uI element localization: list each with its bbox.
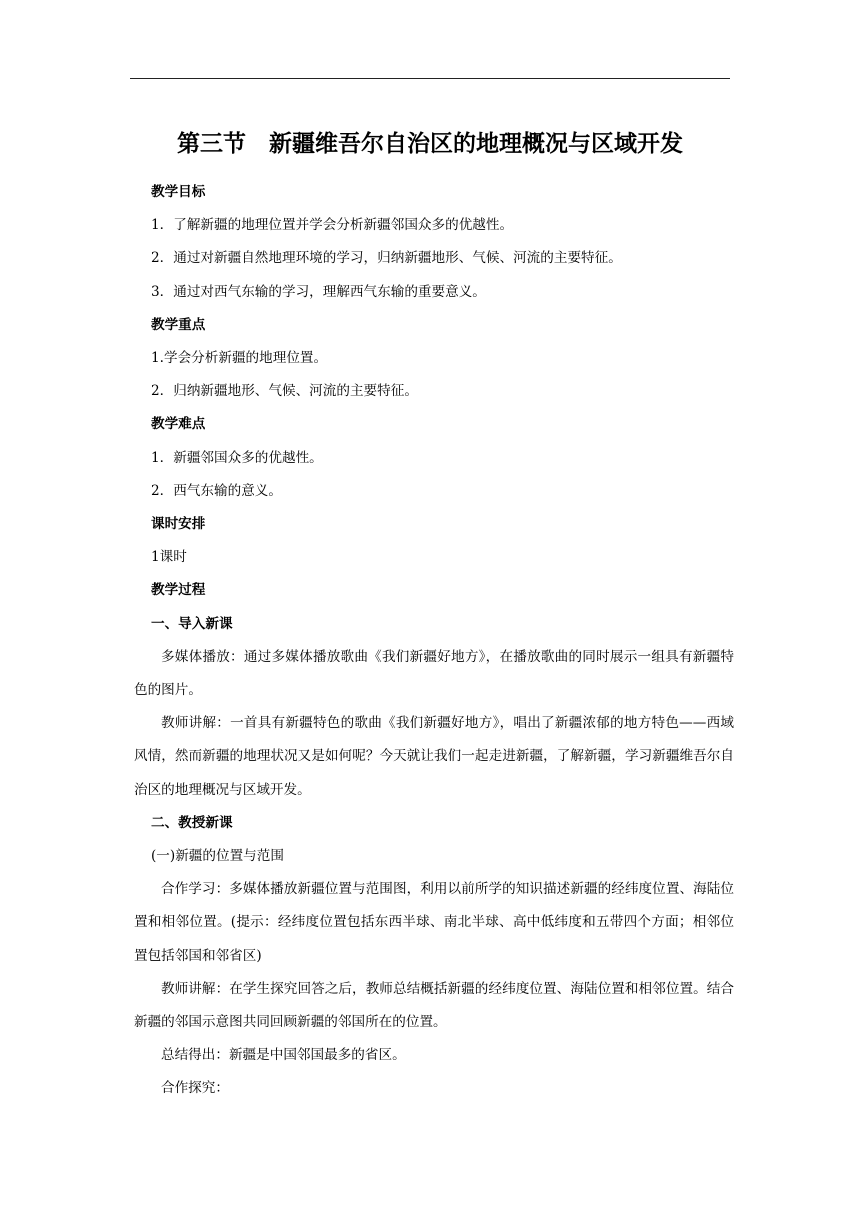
- key-point-item-1: 1.学会分析新疆的地理位置。: [151, 350, 328, 367]
- goals-heading: 教学目标: [151, 184, 206, 200]
- page-title: 第三节 新疆维吾尔自治区的地理概况与区域开发: [177, 131, 683, 157]
- key-points-heading: 教学重点: [151, 316, 206, 333]
- goal-item-3: 3．通过对西气东输的学习，理解西气东输的重要意义。: [151, 283, 486, 300]
- subsection-heading: (一)新疆的位置与范围: [151, 848, 284, 865]
- goal-item-2: 2．通过对新疆自然地理环境的学习，归纳新疆地形、气候、河流的主要特征。: [151, 250, 622, 267]
- section2-paragraph-3: 总结得出：新疆是中国邻国最多的省区。: [161, 1047, 406, 1064]
- section1-heading: 一、导入新课: [151, 615, 233, 632]
- section1-paragraph-1: 多媒体播放：通过多媒体播放歌曲《我们新疆好地方》，在播放歌曲的同时展示一组具有新疆特色的图片。: [134, 648, 734, 699]
- section2-paragraph-4: 合作探究：: [161, 1080, 229, 1097]
- schedule-heading: 课时安排: [151, 516, 206, 533]
- section1-paragraph-2: 教师讲解：一首具有新疆特色的歌曲《我们新疆好地方》，唱出了新疆浓郁的地方特色——西域风情，然而新疆的地理状况又是如何呢？今天就让我们一起走进新疆，了解新疆，学习新疆维吾尔自治区的地理概况与区域开发。: [134, 715, 734, 798]
- section2-paragraph-2: 教师讲解：在学生探究回答之后，教师总结概括新疆的经纬度位置、海陆位置和相邻位置。结合新疆的邻国示意图共同回顾新疆的邻国所在的位置。: [134, 980, 734, 1031]
- difficulty-item-2: 2．西气东输的意义。: [151, 482, 282, 499]
- difficulties-heading: 教学难点: [151, 416, 206, 433]
- section2-heading: 二、教授新课: [151, 814, 233, 831]
- document-body: [134, 176, 734, 1106]
- difficulty-item-1: 1．新疆邻国众多的优越性。: [151, 449, 323, 466]
- schedule-value: 1课时: [151, 549, 187, 566]
- key-point-item-2: 2．归纳新疆地形、气候、河流的主要特征。: [151, 383, 418, 400]
- section2-paragraph-1: 合作学习：多媒体播放新疆位置与范围图，利用以前所学的知识描述新疆的经纬度位置、海陆位置和相邻位置。(提示：经纬度位置包括东西半球、南北半球、高中低纬度和五带四个方面；相邻位置包括邻国和邻省区): [134, 881, 734, 964]
- goal-item-1: 1．了解新疆的地理位置并学会分析新疆邻国众多的优越性。: [151, 217, 514, 234]
- header-rule: [130, 78, 730, 79]
- process-heading: 教学过程: [151, 582, 206, 599]
